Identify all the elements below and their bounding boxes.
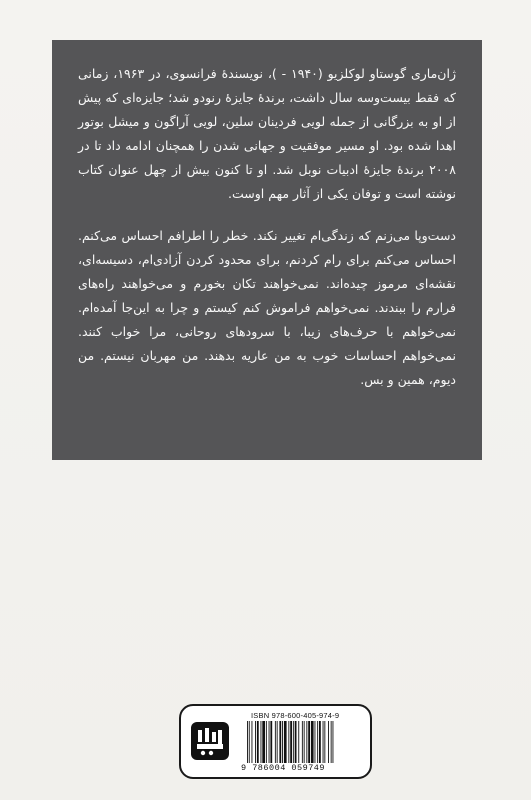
barcode-bar (262, 721, 265, 763)
excerpt-paragraph: دست‌وپا می‌زنم که زندگی‌ام تغییر نکند. خطر را اطرافم احساس می‌کنم. احساس می‌کنم برای رام کردنم، برای محدود کردن آزادی‌ام، دسیسه‌ای، نقشه‌ای مرموز چیده‌اند. نمی‌خواهند تکان بخورم و می‌خواهند راه‌های فرارم را ببندند. نمی‌خواهم فراموش کنم کیستم و چرا به این‌جا آمده‌ام. نمی‌خواهم با حرف‌های زیبا، با سرودهای روحانی، مرا خواب کنند. نمی‌خواهم احساسات خوب به من عاریه بدهند. من مهربان نیستم. من دیوم، همین و بس. (78, 228, 456, 387)
barcode-bar (295, 721, 297, 763)
barcode-bar (266, 721, 267, 763)
barcode-bars (247, 721, 363, 763)
barcode-bar (328, 721, 329, 763)
barcode-digits: 9 786004 059749 (241, 763, 326, 773)
barcode-bar (302, 721, 303, 763)
barcode-bar (255, 721, 256, 763)
barcode-bar (288, 721, 289, 763)
barcode-bar (308, 721, 310, 763)
barcode-bar (277, 721, 278, 763)
barcode-bar (293, 721, 294, 763)
barcode-bar (279, 721, 281, 763)
barcode-bar (261, 721, 262, 763)
text-panel (52, 40, 482, 460)
barcode-bar (323, 721, 324, 763)
barcode-bar (333, 721, 334, 763)
barcode-bar (247, 721, 248, 763)
barcode-bar (284, 721, 287, 763)
barcode-bar (324, 721, 325, 763)
isbn-label: ISBN 978-600-405-974-9 (251, 711, 340, 720)
barcode-bar (319, 721, 321, 763)
barcode-bar (270, 721, 272, 763)
barcode-bar (282, 721, 283, 763)
author-bio-paragraph: ژان‌ماری گوستاو لوکلزیو (۱۹۴۰ - )، نویسندهٔ فرانسوی، در ۱۹۶۳، زمانی که فقط بیست‌وسه سال داشت، برندهٔ جایزهٔ رنودو شد؛ جایزه‌ای که پیش از او به بزرگانی از جمله لویی فردینان سلین، لویی آراگون و میشل بوتور اهدا شده بود. او مسیر موفقیت و جهانی شدن را همچنان ادامه داد تا در ۲۰۰۸ برندهٔ جایزهٔ ادبیات نوبل شد. او تا کنون بیش از چهل عنوان کتاب نوشته است و توفان یکی از آثار مهم اوست. (78, 66, 456, 201)
barcode-bar (275, 721, 276, 763)
barcode-bar (252, 721, 253, 763)
barcode-bar (331, 721, 332, 763)
barcode-bar (257, 721, 259, 763)
barcode-bar (249, 721, 250, 763)
barcode-bar (315, 721, 316, 763)
barcode-bar (269, 721, 270, 763)
barcode-bar (317, 721, 318, 763)
publisher-logo-icon (191, 722, 229, 760)
isbn-barcode-box (179, 704, 372, 779)
barcode-bar (304, 721, 305, 763)
barcode-bar (306, 721, 307, 763)
barcode-bar (311, 721, 314, 763)
barcode-bar (298, 721, 299, 763)
barcode-bar (290, 721, 292, 763)
